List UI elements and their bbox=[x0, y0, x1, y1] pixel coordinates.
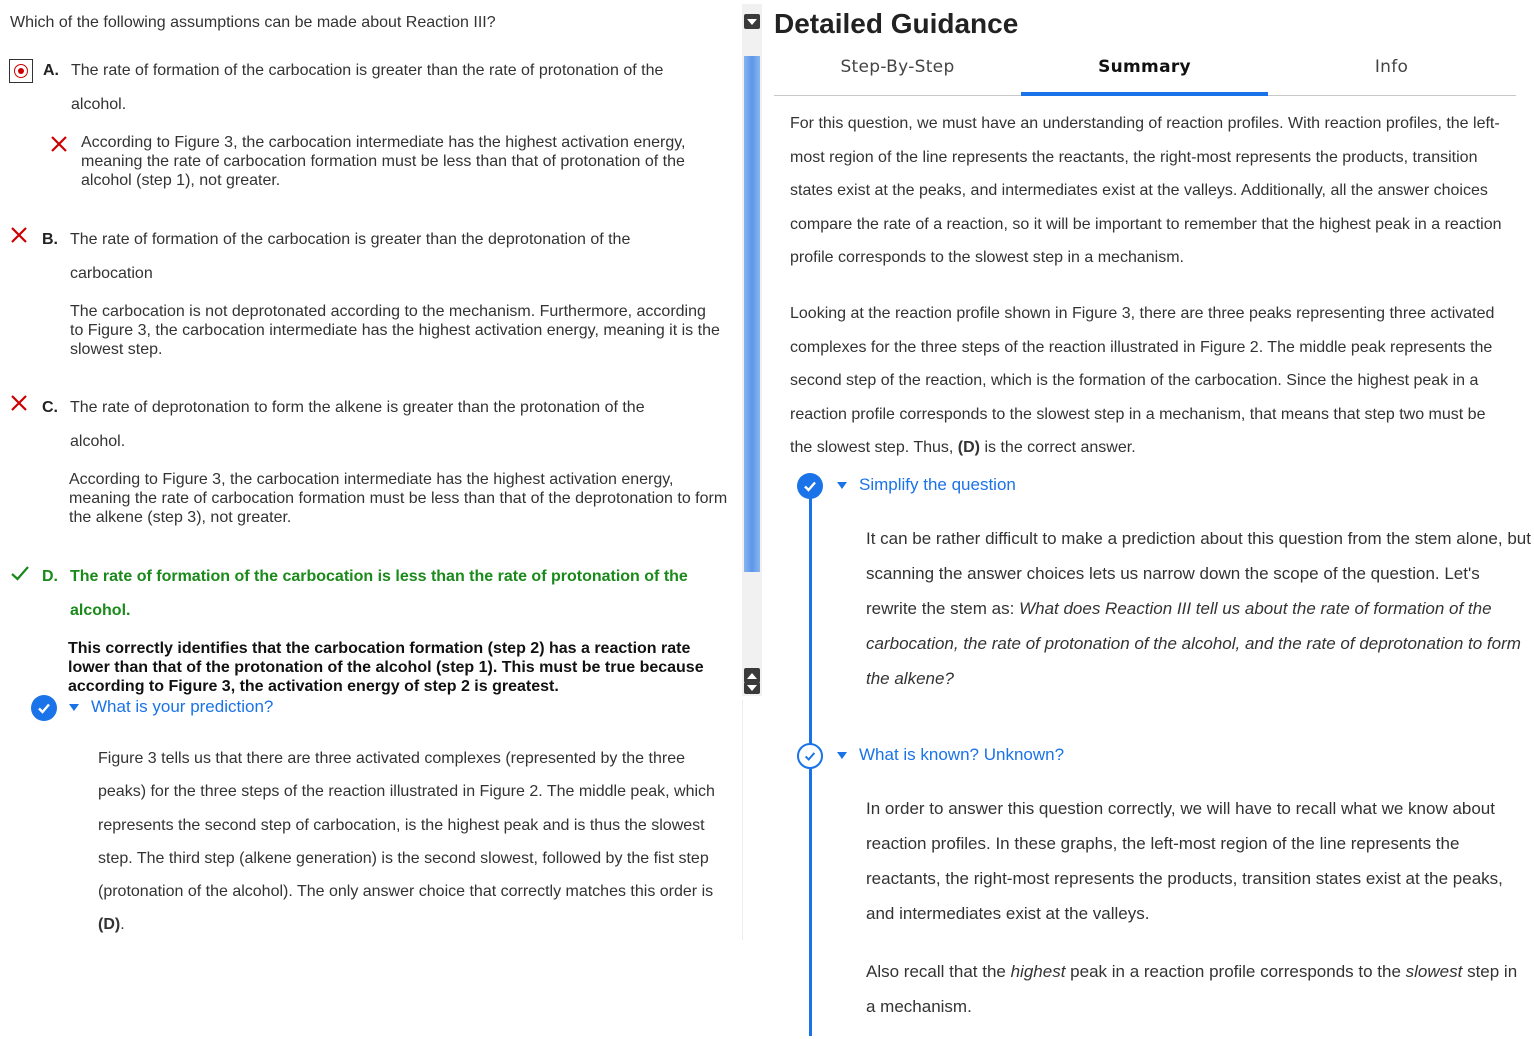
choice-a[interactable] bbox=[43, 54, 713, 122]
choice-d[interactable] bbox=[42, 560, 732, 628]
choice-c[interactable] bbox=[42, 391, 702, 459]
arrow-up-icon bbox=[747, 673, 757, 679]
known-label: What is known? Unknown? bbox=[859, 745, 1065, 764]
simplify-label: Simplify the question bbox=[859, 475, 1016, 494]
step-check-outline-icon bbox=[797, 743, 823, 769]
known-paragraph-2 bbox=[866, 954, 1526, 1024]
choice-b-text: The rate of formation of the carbocation is greater than the deprotonation of the carbocation bbox=[70, 231, 631, 282]
prediction-end: . bbox=[120, 916, 125, 934]
summary-p2-end: is the correct answer. bbox=[984, 439, 1136, 457]
choice-d-text: The rate of formation of the carbocation is less than the rate of protonation of the alcohol. bbox=[70, 568, 688, 619]
scroll-up-button[interactable] bbox=[744, 668, 760, 683]
incorrect-x-icon bbox=[9, 225, 29, 245]
simplify-italic: What does Reaction III tell us about the rate of formation of the carbocation, the rate of protonation of the alcohol, and the rate of deprotonation to form the alkene? bbox=[866, 599, 1521, 688]
known-paragraph-1: In order to answer this question correctly, we will have to recall what we know about reaction profiles. In these graphs, the left-most region of the line represents the reactants, the right-most represents the products, transition states exist at the peaks, and intermediates exist at the valleys. bbox=[866, 799, 1503, 923]
simplify-toggle[interactable] bbox=[837, 475, 1016, 495]
choice-c-letter: C. bbox=[42, 399, 58, 416]
known-unknown-toggle[interactable] bbox=[837, 745, 1064, 765]
correct-check-icon bbox=[10, 563, 30, 583]
prediction-answer: (D) bbox=[98, 916, 121, 934]
choice-c-text: The rate of deprotonation to form the alkene is greater than the protonation of the alcohol. bbox=[70, 399, 645, 450]
pane-divider bbox=[742, 700, 743, 940]
step-complete-check-icon bbox=[31, 695, 57, 721]
choice-a-radio[interactable] bbox=[9, 59, 33, 83]
step-complete-check-icon bbox=[797, 473, 823, 499]
question-pane bbox=[0, 0, 742, 1039]
choice-b[interactable] bbox=[42, 223, 702, 291]
scroll-down-button[interactable] bbox=[744, 14, 760, 29]
prediction-text: Figure 3 tells us that there are three activated complexes (represented by the three peaks) for the three steps of the reaction illustrated in Figure 2. The middle peak, which represents the second step of carbocation, is the highest peak and is thus the slowest step. The third step (alkene generation) is the second slowest, followed by the fist step (protonation of the alcohol). The only answer choice that correctly matches this order is bbox=[98, 750, 715, 901]
tab-info[interactable]: Info bbox=[1374, 57, 1409, 77]
caret-down-icon bbox=[69, 704, 79, 711]
choice-a-text: The rate of formation of the carbocation is greater than the rate of protonation of the alcohol. bbox=[71, 62, 664, 113]
summary-paragraph-1: For this question, we must have an understanding of reaction profiles. With reaction profiles, the left-most region of the line represents the reactants, the right-most represents the products, transition states exist at the peaks, and intermediates exist at the valleys. Additionally, all the answer choices compare the rate of a reaction, so it will be important to remember that the highest peak in a reaction profile corresponds to the slowest step in a mechanism. bbox=[790, 115, 1502, 267]
arrow-down-icon bbox=[747, 685, 757, 691]
scrollbar[interactable] bbox=[742, 4, 762, 696]
choice-c-explanation: According to Figure 3, the carbocation intermediate has the highest activation energy, meaning the rate of carbocation formation must be less than that of the deprotonation to form the alkene (step 3), not greater. bbox=[69, 471, 728, 526]
choice-b-explanation: The carbocation is not deprotonated according to the mechanism. Furthermore, according to Figure 3, the carbocation intermediate has the highest activation energy, meaning it is the slowest step. bbox=[70, 303, 720, 358]
prediction-toggle[interactable] bbox=[69, 697, 273, 717]
caret-down-icon bbox=[837, 752, 847, 759]
question-stem: Which of the following assumptions can be made about Reaction III? bbox=[10, 14, 496, 31]
choice-b-letter: B. bbox=[42, 231, 58, 248]
prediction-body bbox=[98, 742, 728, 942]
summary-paragraph-2 bbox=[790, 297, 1505, 465]
tab-step-by-step[interactable]: Step-By-Step bbox=[840, 57, 955, 77]
simplify-body bbox=[866, 521, 1531, 696]
incorrect-x-icon bbox=[9, 393, 29, 413]
caret-down-icon bbox=[837, 482, 847, 489]
scroll-down-button-bottom[interactable] bbox=[744, 682, 760, 694]
summary-p2-answer: (D) bbox=[957, 439, 981, 457]
known-p2-b: peak in a reaction profile corresponds to the bbox=[1070, 962, 1401, 981]
tab-summary[interactable]: Summary bbox=[1021, 50, 1268, 96]
known-p2-slowest: slowest bbox=[1405, 962, 1463, 981]
choice-d-explanation: This correctly identifies that the carbocation formation (step 2) has a reaction rate lower than that of the protonation of the alcohol (step 1). This must be true because according to Figure 3, the activation energy of step 2 is greatest. bbox=[68, 640, 704, 695]
choice-a-explanation: According to Figure 3, the carbocation intermediate has the highest activation energy, meaning the rate of carbocation formation must be less than that of protonation of the alcohol (step 1), not greater. bbox=[81, 134, 686, 189]
scroll-thumb[interactable] bbox=[744, 56, 760, 572]
known-p2-highest: highest bbox=[1010, 962, 1066, 981]
simplify-text: It can be rather difficult to make a prediction about this question from the stem alone, but scanning the answer choices lets us narrow down the scope of the question. Let's rewrite the stem as: bbox=[866, 529, 1531, 618]
prediction-label: What is your prediction? bbox=[91, 697, 274, 716]
incorrect-x-icon bbox=[49, 134, 69, 154]
guidance-tabs bbox=[774, 50, 1516, 96]
guidance-title: Detailed Guidance bbox=[774, 8, 1019, 39]
radio-selected-icon bbox=[14, 64, 28, 78]
summary-p2-text: Looking at the reaction profile shown in Figure 3, there are three peaks representing three activated complexes for the three steps of the reaction illustrated in Figure 2. The middle peak represents the second step of the reaction, which is the formation of the carbocation. Since the highest peak in a reaction profile corresponds to the slowest step in a mechanism, that means that step two must be the slowest step. Thus, bbox=[790, 305, 1495, 457]
known-p2-a: Also recall that the bbox=[866, 962, 1006, 981]
choice-d-letter: D. bbox=[42, 568, 58, 585]
known-p2-c: step in a mechanism. bbox=[866, 962, 1518, 1016]
choice-a-letter: A. bbox=[43, 62, 59, 79]
arrow-down-icon bbox=[747, 19, 757, 25]
